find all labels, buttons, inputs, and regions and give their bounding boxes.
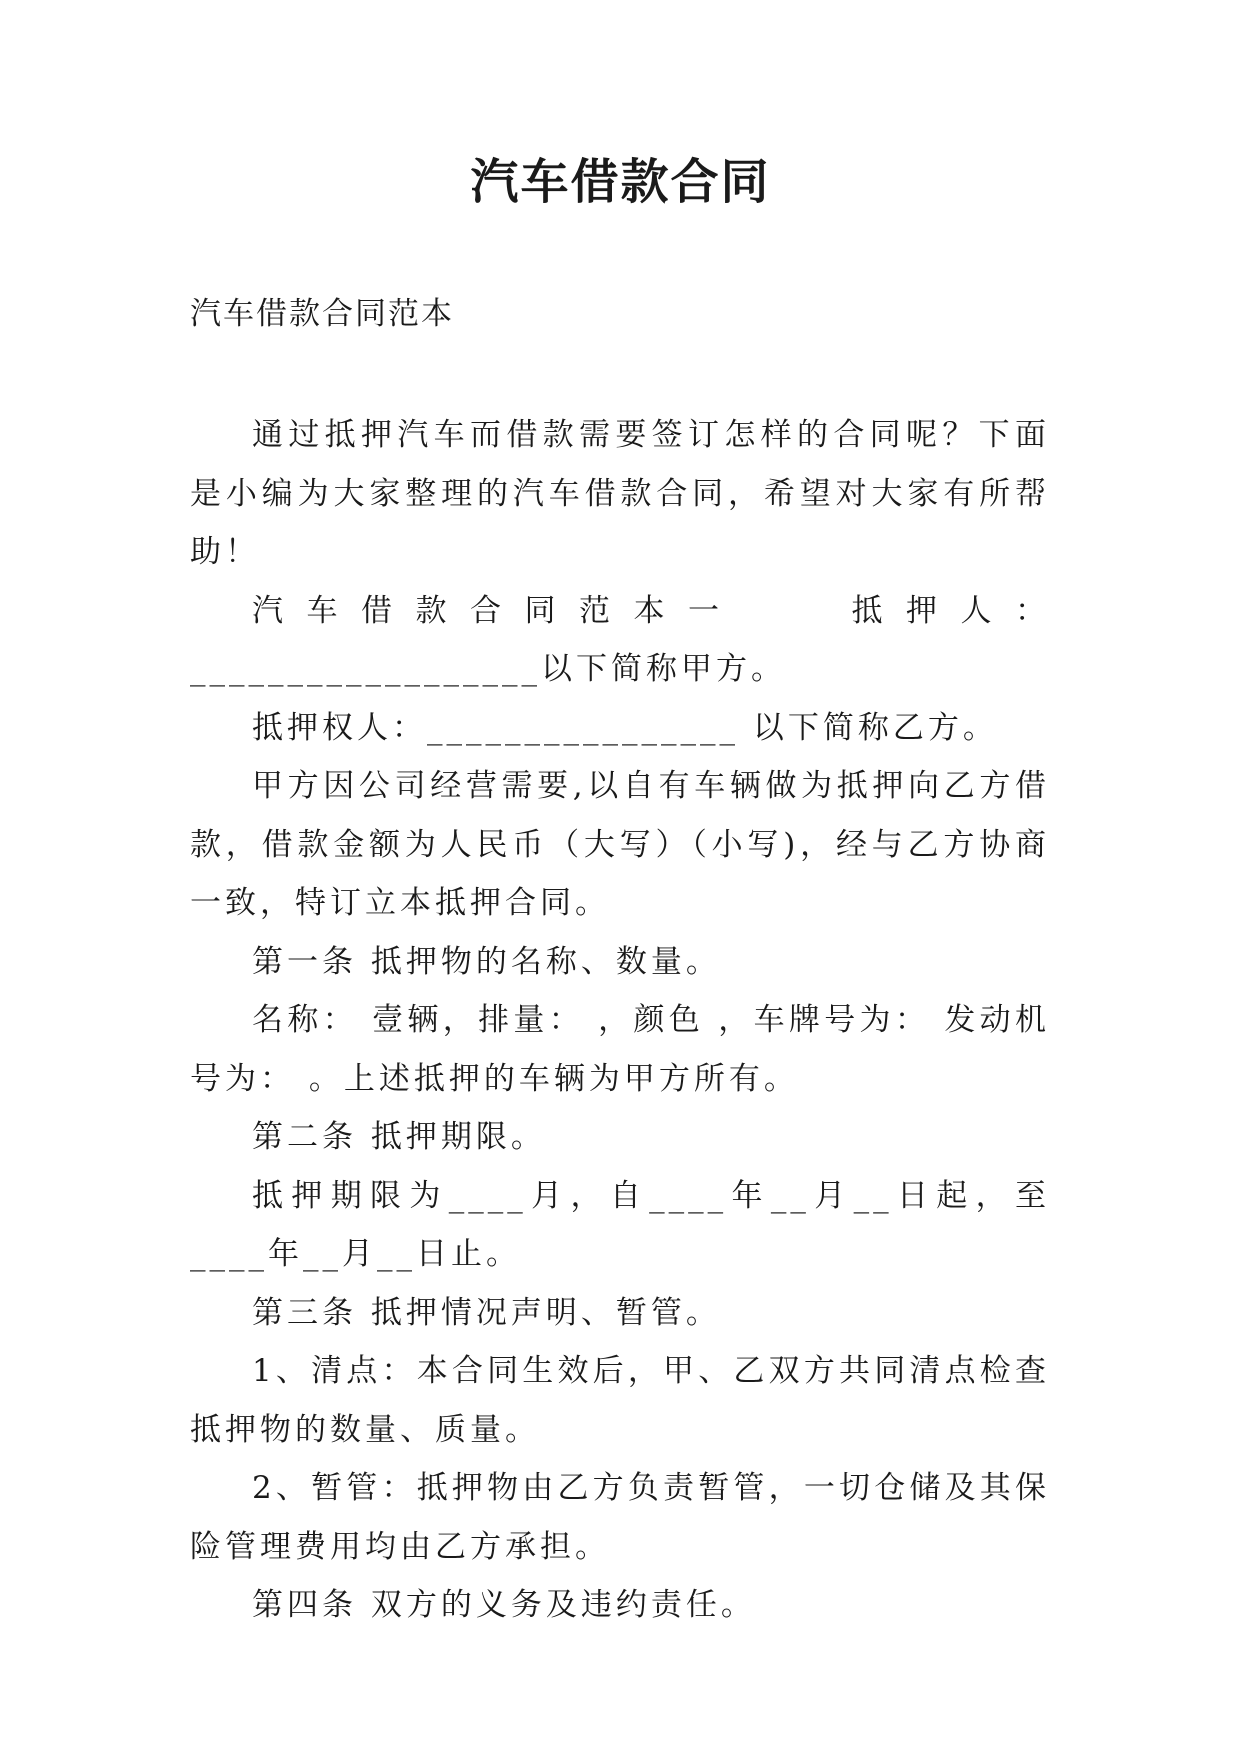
article-1-heading: 第一条 抵押物的名称、数量。 [252, 943, 721, 980]
party-a-paragraph: 汽车借款合同范本一 抵押人：__________________以下简称甲方。 [190, 592, 1050, 687]
article-2-content: 抵押期限为____月，自____年__月__日起，至____年__月__日止。 [190, 1177, 1050, 1272]
purpose-paragraph: 甲方因公司经营需要,以自有车辆做为抵押向乙方借款，借款金额为人民币（大写）（小写)，经与乙方协商一致，特订立本抵押合同。 [190, 768, 1050, 921]
document-subtitle: 汽车借款合同范本 [190, 296, 454, 332]
article-3-item-2: 2、暂管：抵押物由乙方负责暂管，一切仓储及其保险管理费用均由乙方承担。 [190, 1470, 1050, 1565]
intro-paragraph: 通过抵押汽车而借款需要签订怎样的合同呢？下面是小编为大家整理的汽车借款合同，希望对大家有所帮助！ [190, 417, 1050, 570]
article-1-content: 名称： 壹辆，排量： ，颜色 ，车牌号为： 发动机号为： 。上述抵押的车辆为甲方所有。 [190, 1002, 1050, 1097]
article-3-heading: 第三条 抵押情况声明、暂管。 [252, 1294, 721, 1331]
article-3-item-1: 1、清点：本合同生效后，甲、乙双方共同清点检查抵押物的数量、质量。 [190, 1353, 1050, 1448]
document-body [190, 406, 1050, 1635]
article-2-heading: 第二条 抵押期限。 [252, 1119, 546, 1155]
party-b-paragraph: 抵押权人：________________ 以下简称乙方。 [252, 709, 998, 746]
article-4-heading: 第四条 双方的义务及违约责任。 [252, 1587, 756, 1623]
document-title: 汽车借款合同 [470, 154, 771, 210]
